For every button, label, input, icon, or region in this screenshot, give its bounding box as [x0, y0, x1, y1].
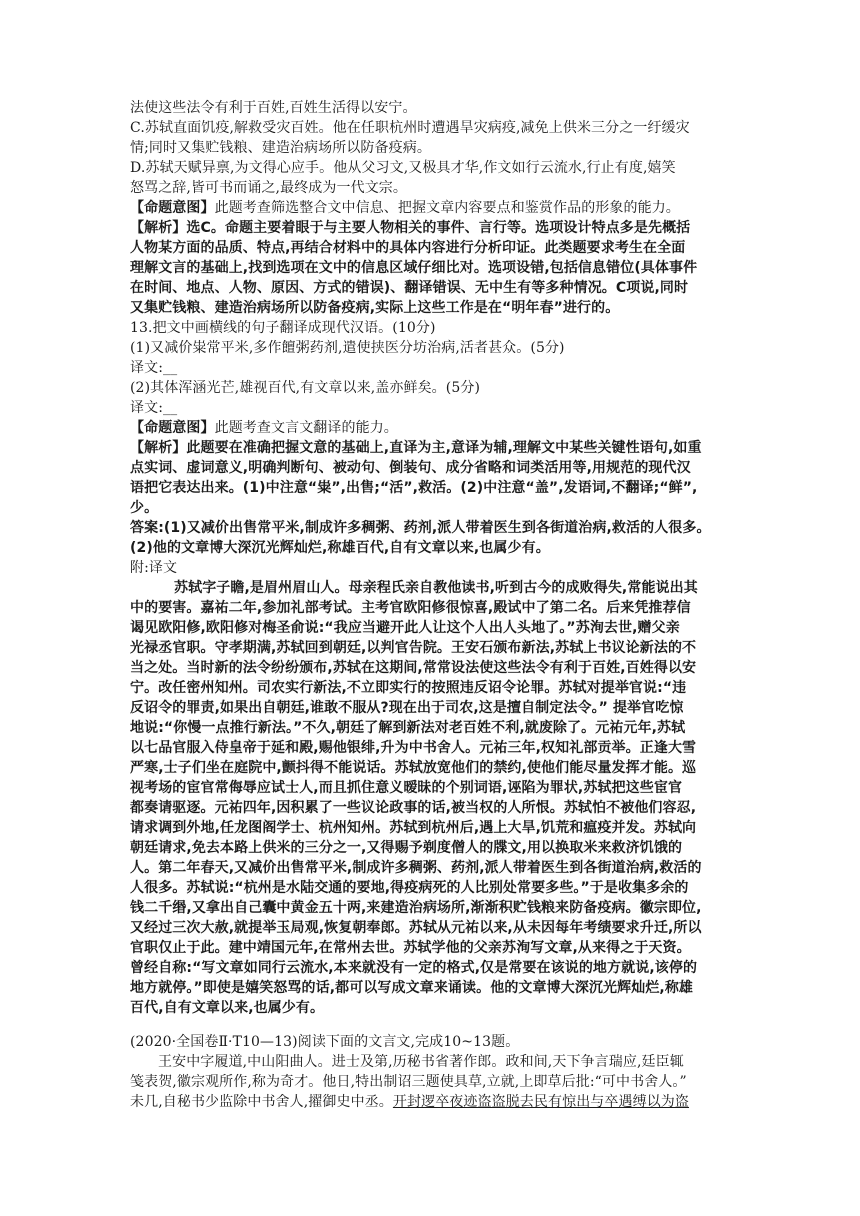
option-text-block [130, 98, 730, 198]
intent-text: 此题考查文言文翻译的能力。 [214, 420, 398, 436]
translation-line: 朝廷请求,免去本路上供米的三分之一,又得赐予剃度僧人的牒文,用以换取米来救济饥饿的 [130, 840, 683, 856]
underlined-sentence: 开封逻卒夜迹盗盗脱去民有惊出与卒遇缚以为盗 [392, 1094, 690, 1110]
passage-line: 王安中字履道,中山阳曲人。进士及第,历秘书省著作郎。政和间,天下争言瑞应,廷臣辄 [158, 1054, 684, 1070]
translation-line: 百代,自有文章以来,也属少有。 [130, 1000, 325, 1016]
translation-line: 中的要害。嘉祐二年,参加礼部考试。主考官欧阳修很惊喜,殿试中了第二名。后来凭推荐信 [130, 600, 691, 616]
translation-line: 视考场的宦官常侮辱应试士人,而且抓住意义暧昧的个别词语,诬陷为罪状,苏轼把这些宦官 [130, 780, 683, 796]
intent-text: 此题考查筛选整合文中信息、把握文章内容要点和鉴赏作品的形象的能力。 [214, 200, 680, 216]
intent-2 [130, 418, 730, 438]
question-line: (1)又减价粜常平米,多作饘粥药剂,遣使挟医分坊治病,活者甚众。(5分) [130, 340, 565, 356]
answer-line: 答案:(1)又减价出售常平米,制成许多稠粥、药剂,派人带着医生到各街道治病,救活的人很多。 [130, 520, 711, 536]
translation-line: 都奏请驱逐。元祐四年,因积累了一些议论政事的话,被当权的人所恨。苏轼怕不被他们容忍, [130, 800, 697, 816]
passage-line: 笺表贺,徽宗观所作,称为奇才。他日,特出制诏三题使具草,立就,上即草后批:“可中书舍人。” [130, 1074, 687, 1090]
analysis-line: 人物某方面的品质、特点,再结合材料中的具体内容进行分析印证。此类题要求考生在全面 [130, 240, 686, 256]
translation-line: 地方就停。”即使是嬉笑怒骂的话,都可以写成文章来诵读。他的文章博大深沉光辉灿烂,称雄 [130, 980, 694, 996]
translation-block [130, 578, 730, 1018]
text-line: C.苏轼直面饥疫,解救受灾百姓。他在任职杭州时遭遇旱灾病疫,减免上供米三分之一纡缓灾 [130, 120, 690, 136]
translation-line: 反诏令的罪责,如果出自朝廷,谁敢不服从?现在出于司农,这是擅自制定法令。” 提举官吃惊 [130, 700, 684, 716]
question-line: 译文:__ [130, 400, 178, 416]
analysis-tag: 【解析】 [130, 220, 187, 236]
question-line: (2)其体浑涵光芒,雄视百代,有文章以来,盖亦鲜矣。(5分) [130, 380, 481, 396]
passage-text: 未几,自秘书少监除中书舍人,擢御史中丞。 [130, 1094, 393, 1110]
question-13 [130, 318, 730, 418]
text-line: 怒骂之辞,皆可书而诵之,最终成为一代文宗。 [130, 180, 407, 196]
document-page [130, 98, 730, 1112]
question-line: 译文:__ [130, 360, 178, 376]
analysis-2 [130, 438, 730, 518]
next-passage-header: (2020·全国卷Ⅱ·T10—13)阅读下面的文言文,完成10~13题。 [130, 1034, 520, 1050]
intent-1 [130, 198, 730, 218]
question-line: 13.把文中画横线的句子翻译成现代汉语。(10分) [130, 320, 436, 336]
translation-line: 以七品官服入侍皇帝于延和殿,赐他银绯,升为中书舍人。元祐三年,权知礼部贡举。正逢大雪 [130, 740, 697, 756]
translation-line: 当之处。当时新的法令纷纷颁布,苏轼在这期间,常常设法使这些法令有利于百姓,百姓得以安 [130, 660, 697, 676]
translation-line: 请求调到外地,任龙图阁学士、杭州知州。苏轼到杭州后,遇上大旱,饥荒和瘟疫并发。苏轼向 [130, 820, 697, 836]
translation-line: 苏轼字子瞻,是眉州眉山人。母亲程氏亲自教他读书,听到古今的成败得失,常能说出其 [174, 580, 698, 596]
intent-tag: 【命题意图】 [130, 420, 215, 436]
translation-line: 人很多。苏轼说:“杭州是水陆交通的要地,得疫病死的人比别处常要多些。”于是收集多余的 [130, 880, 689, 896]
translation-line: 地说:“你慢一点推行新法。”不久,朝廷了解到新法对老百姓不利,就废除了。元祐元年,苏轼 [130, 720, 686, 736]
text-line: 法使这些法令有利于百姓,百姓生活得以安宁。 [130, 100, 417, 116]
analysis-line: 理解文言的基础上,找到选项在文中的信息区域仔细比对。选项设错,包括信息错位(具体事件 [130, 260, 698, 276]
answer-block [130, 518, 730, 558]
translation-line: 光禄丞官职。守孝期满,苏轼回到朝廷,以判官告院。王安石颁布新法,苏轼上书议论新法的不 [130, 640, 697, 656]
translation-line: 宁。改任密州知州。司农实行新法,不立即实行的按照违反诏令论罪。苏轼对提举官说:“违 [130, 680, 687, 696]
analysis-first-line: 选C。命题主要着眼于与主要人物相关的事件、言行等。选项设计特点多是先概括 [186, 220, 691, 236]
analysis-line: 点实词、虚词意义,明确判断句、被动句、倒装句、成分省略和词类活用等,用规范的现代汉 [130, 460, 691, 476]
next-passage [130, 1052, 730, 1092]
analysis-line: 又集贮钱粮、建造治病场所以防备疫病,实际上这些工作是在“明年春”进行的。 [130, 300, 620, 316]
translation-line: 官职仅止于此。建中靖国元年,在常州去世。苏轼学他的父亲苏洵写文章,从来得之于天资。 [130, 940, 691, 956]
translation-line: 人。第二年春天,又减价出售常平米,制成许多稠粥、药剂,派人带着医生到各街道治病,救活的 [130, 860, 702, 876]
translation-line: 曾经自称:“写文章如同行云流水,本来就没有一定的格式,仅是常要在该说的地方就说,该停的 [130, 960, 698, 976]
analysis-line: 语把它表达出来。(1)中注意“粜”,出售;“活”,救活。(2)中注意“盖”,发语词,不翻译;“鲜”, [130, 480, 698, 496]
appendix-label: 附:译文 [130, 560, 178, 576]
text-line: 情;同时又集贮钱粮、建造治病场所以防备疫病。 [130, 140, 431, 156]
translation-line: 钱二千缗,又拿出自己囊中黄金五十两,来建造治病场所,渐渐积贮钱粮来防备疫病。徽宗即位, [130, 900, 702, 916]
analysis-tag: 【解析】 [130, 440, 187, 456]
answer-line: (2)他的文章博大深沉光辉灿烂,称雄百代,自有文章以来,也属少有。 [130, 540, 550, 556]
intent-tag: 【命题意图】 [130, 200, 215, 216]
analysis-line: 少。 [130, 500, 159, 516]
translation-line: 又经过三次大赦,就提举玉局观,恢复朝奉郎。苏轼从元祐以来,从未因每年考绩要求升迁,所以 [130, 920, 702, 936]
translation-line: 谒见欧阳修,欧阳修对梅圣俞说:“我应当避开此人让这个人出人头地了。”苏洵去世,赠父亲 [130, 620, 680, 636]
text-line: D.苏轼天赋异禀,为文得心应手。他从父习文,又极具才华,作文如行云流水,行止有度,嬉笑 [130, 160, 676, 176]
analysis-1 [130, 218, 730, 318]
analysis-first-line: 此题要在准确把握文意的基础上,直译为主,意译为辅,理解文中某些关键性语句,如重 [186, 440, 702, 456]
next-passage-last-line [130, 1092, 730, 1112]
analysis-line: 在时间、地点、人物、原因、方式的错误)、翻译错误、无中生有等多种情况。C项说,同时 [130, 280, 689, 296]
translation-line: 严寒,士子们坐在庭院中,颤抖得不能说话。苏轼放宽他们的禁约,使他们能尽量发挥才能。巡 [130, 760, 697, 776]
